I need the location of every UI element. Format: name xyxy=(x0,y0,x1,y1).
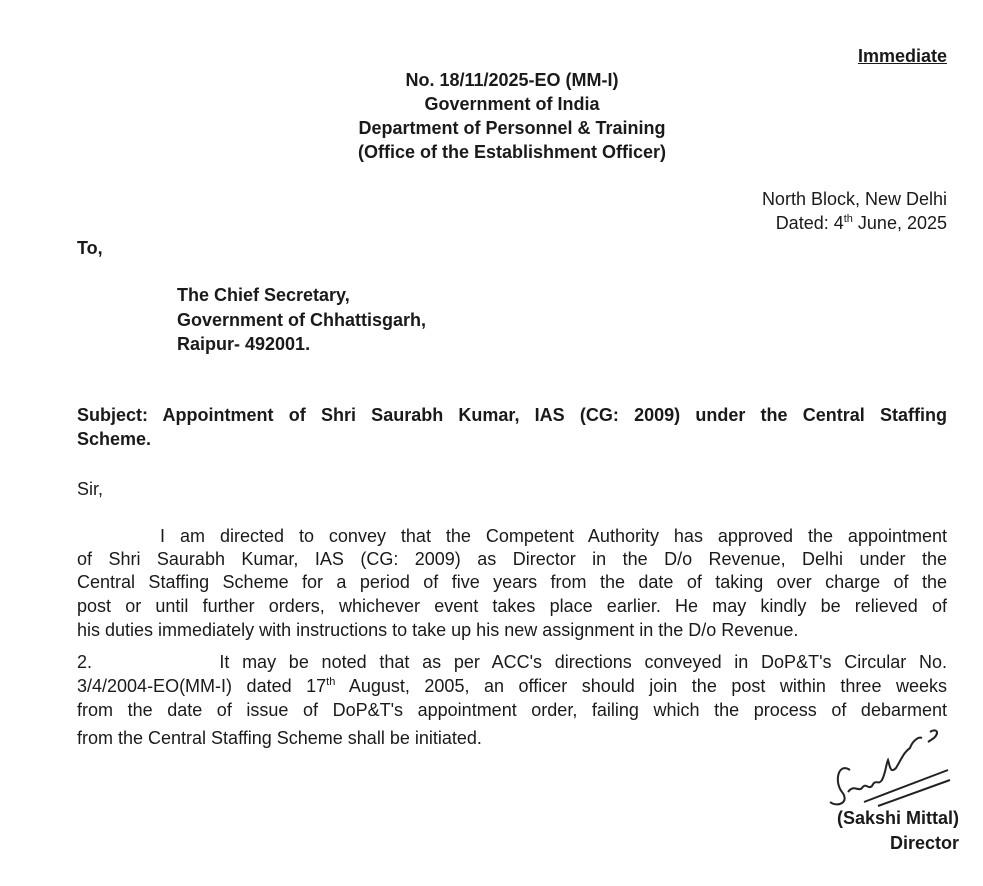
address-line: Government of Chhattisgarh, xyxy=(177,310,427,330)
subject-line: Scheme. xyxy=(77,429,152,449)
para1-line: I am directed to convey that the Competent Authority has approved the appointment xyxy=(160,526,947,546)
date: Dated: 4th June, 2025 xyxy=(775,213,947,233)
para2-line: 2. It may be noted that as per ACC's directions conveyed in DoP&T's Circular No. xyxy=(77,652,947,672)
address-line: Raipur- 492001. xyxy=(177,334,311,354)
para2-line: from the date of issue of DoP&T's appointment order, failing which the process of debarment xyxy=(77,700,947,720)
to-label: To, xyxy=(77,238,103,258)
header-govt: Government of India xyxy=(424,94,600,114)
signature-image xyxy=(820,722,970,812)
para2-line: from the Central Staffing Scheme shall be initiated. xyxy=(77,728,482,748)
header-dept: Department of Personnel & Training xyxy=(358,118,666,138)
para1-line: his duties immediately with instructions to take up his new assignment in the D/o Revenue. xyxy=(77,620,799,640)
address-line: The Chief Secretary, xyxy=(177,285,350,305)
header-office: (Office of the Establishment Officer) xyxy=(357,142,667,162)
para1-line: post or until further orders, whichever event takes place earlier. He may kindly be relieved of xyxy=(77,596,947,616)
para2-line: 3/4/2004-EO(MM-I) dated 17th August, 2005, an officer should join the post within three weeks xyxy=(77,676,947,696)
file-number: No. 18/11/2025-EO (MM-I) xyxy=(405,70,619,90)
priority-label: Immediate xyxy=(857,46,947,66)
signatory-name: (Sakshi Mittal) xyxy=(836,808,959,828)
para1-line: Central Staffing Scheme for a period of five years from the date of taking over charge of the xyxy=(77,572,947,592)
para1-line: of Shri Saurabh Kumar, IAS (CG: 2009) as Director in the D/o Revenue, Delhi under the xyxy=(77,549,947,569)
subject-line: Subject: Appointment of Shri Saurabh Kumar, IAS (CG: 2009) under the Central Staffing xyxy=(77,405,947,425)
salutation: Sir, xyxy=(77,479,104,499)
signatory-designation: Director xyxy=(889,833,959,853)
place: North Block, New Delhi xyxy=(761,189,947,209)
